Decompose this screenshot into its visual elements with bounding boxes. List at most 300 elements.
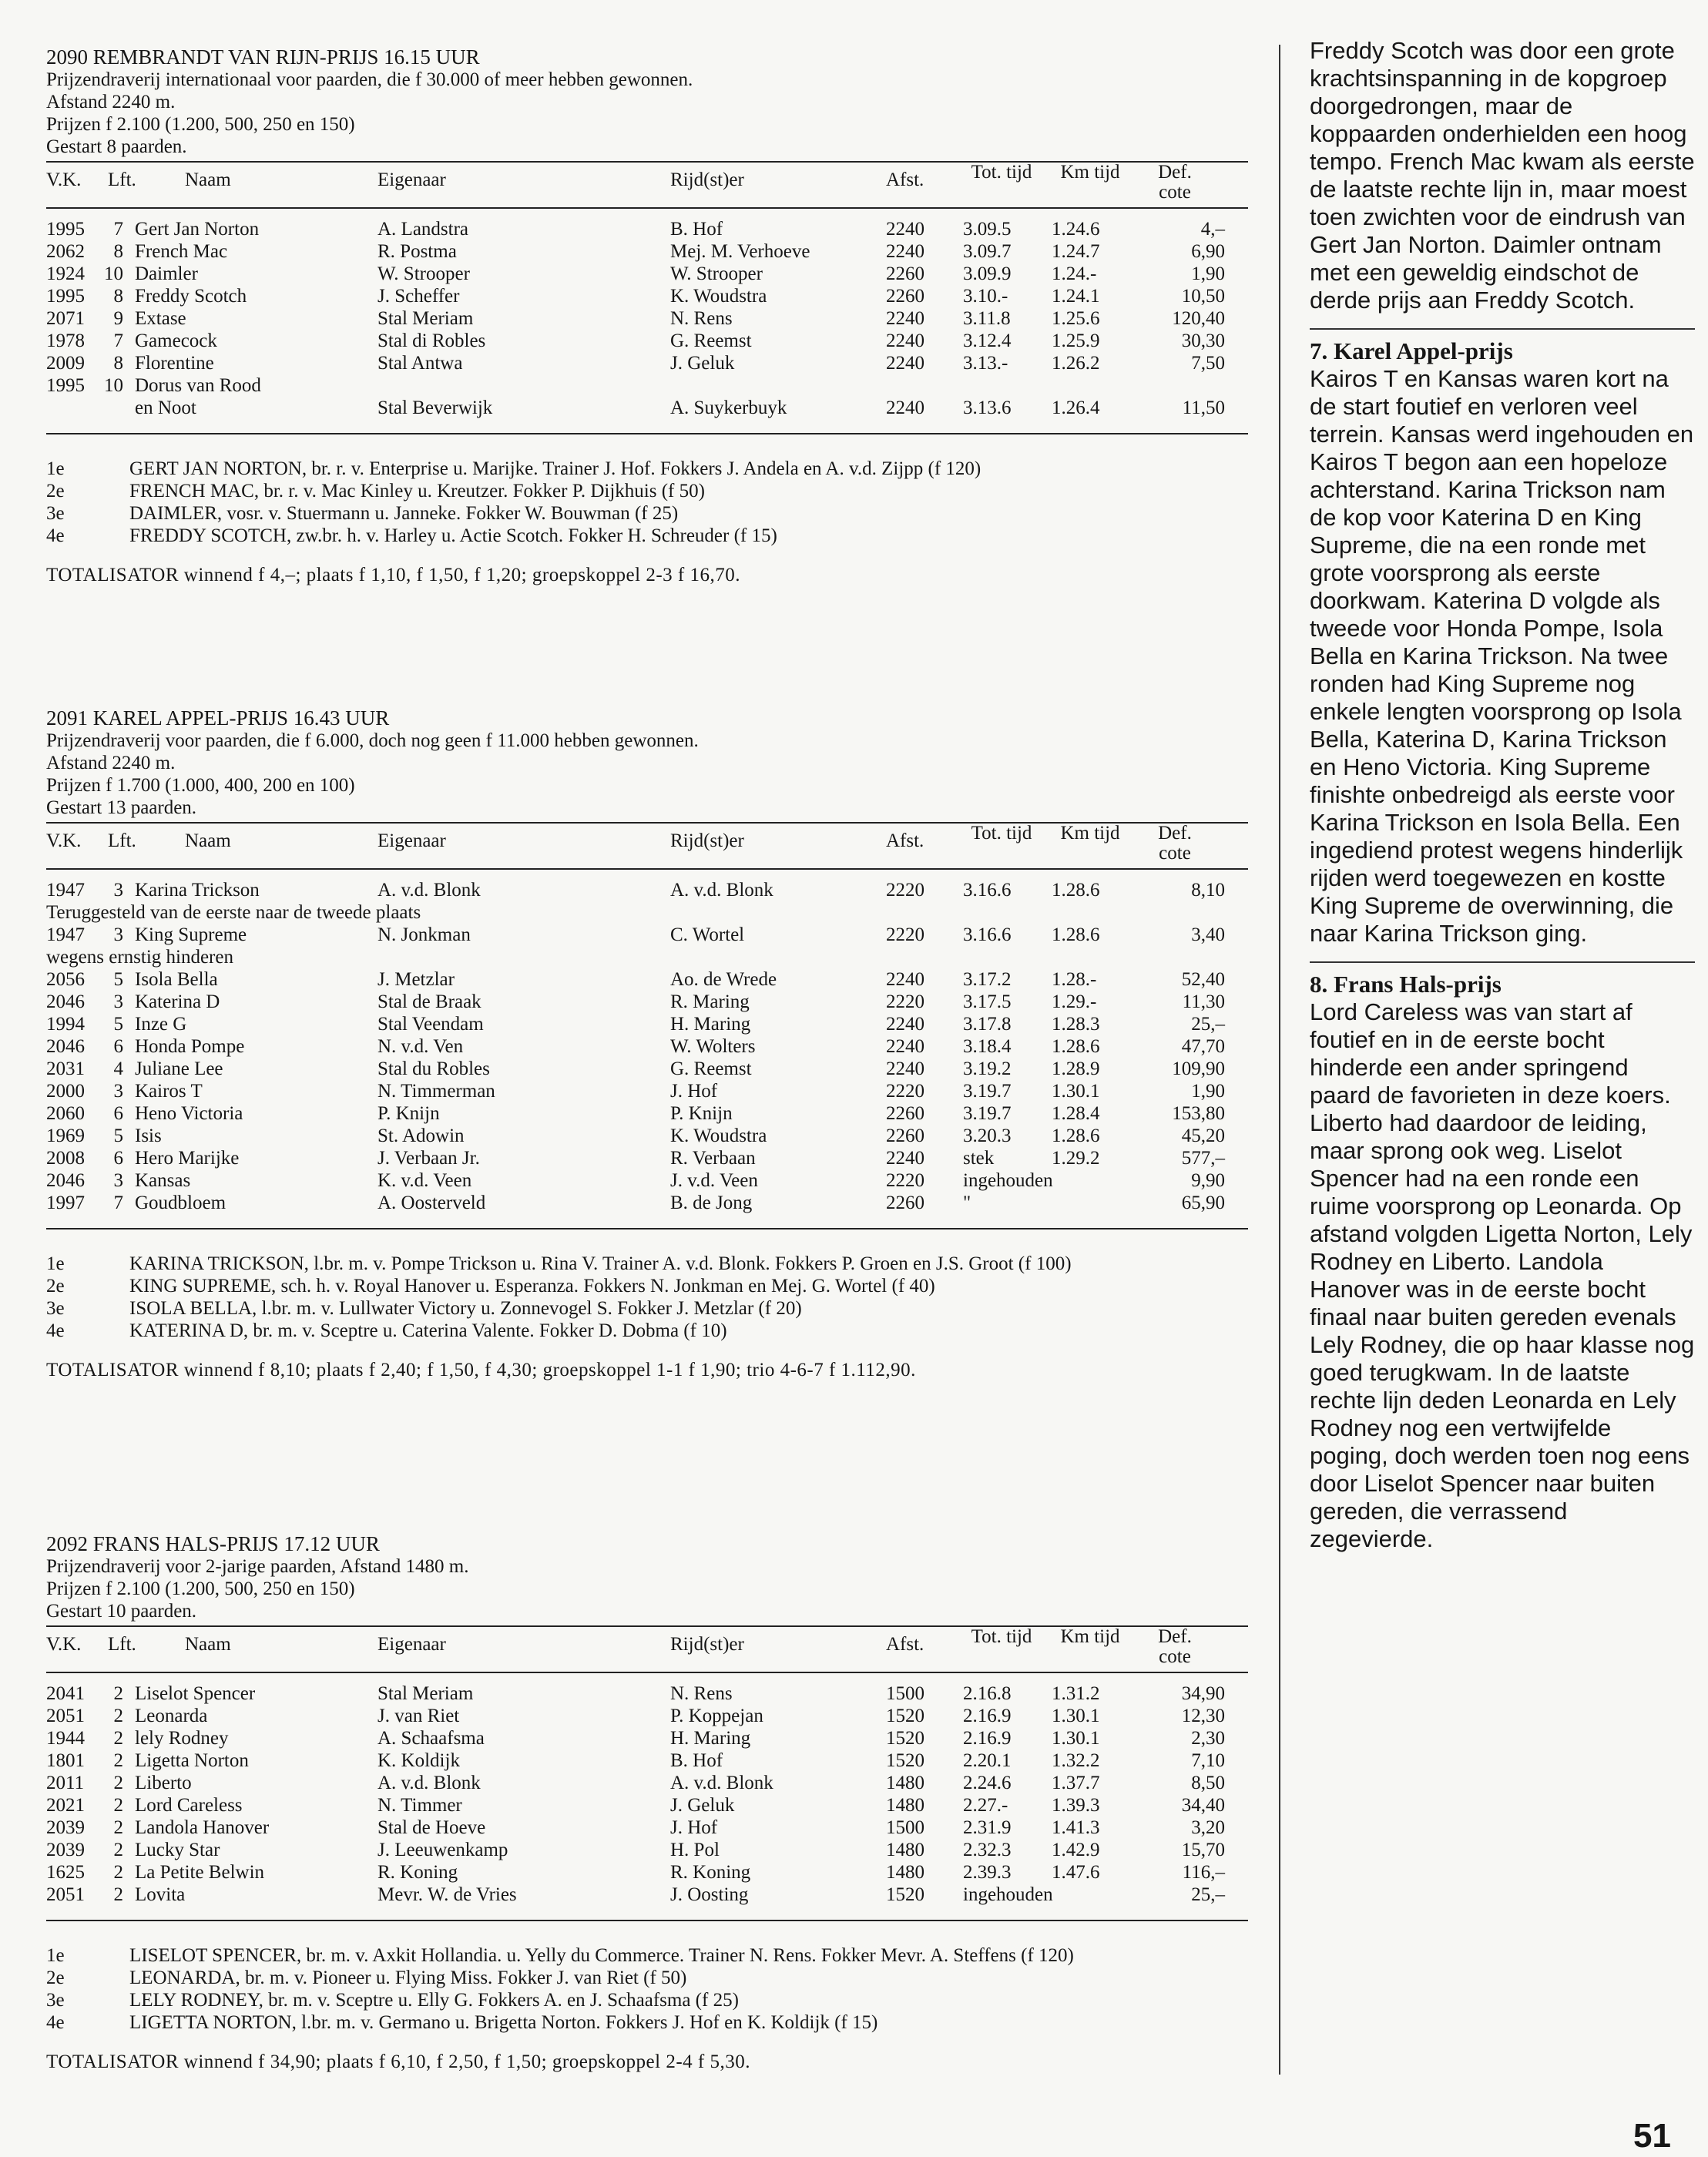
header-vk: V.K.: [46, 830, 82, 851]
cell: 1801: [46, 1750, 85, 1771]
cell: W. Strooper: [378, 263, 470, 284]
cell: 25,–: [1191, 1884, 1225, 1905]
table-row: [46, 1013, 1248, 1035]
cell: 1.29.-: [1052, 991, 1097, 1012]
cell: 3: [113, 1081, 123, 1102]
cell: 6: [113, 1103, 123, 1124]
header-naam: Naam: [185, 1634, 231, 1655]
table-row: [46, 1772, 1248, 1794]
table-row: [46, 1147, 1248, 1169]
cell: P. Knijn: [670, 1103, 733, 1124]
placing-rank: 4e: [46, 1320, 65, 1341]
cell: 3.17.2: [963, 969, 1012, 990]
placing-rank: 1e: [46, 1945, 65, 1966]
cell: 6: [113, 1036, 123, 1057]
cell: 2240: [886, 330, 924, 351]
cell: 5: [113, 1014, 123, 1035]
table-header: [46, 822, 1248, 870]
table-row: [46, 285, 1248, 307]
placing-item: [46, 1944, 1248, 1967]
placing-rank: 3e: [46, 1298, 65, 1319]
cell: 153,80: [1172, 1103, 1225, 1124]
header-tot: Tot. tijd: [971, 162, 1032, 183]
cell: 1520: [886, 1884, 924, 1905]
header-lft: Lft.: [108, 830, 136, 851]
cell: 5: [113, 969, 123, 990]
placing-item: [46, 1967, 1248, 1989]
cell: Liberto: [135, 1773, 192, 1793]
cell: 1.28.3: [1052, 1014, 1100, 1035]
cell: ": [963, 1193, 971, 1213]
table-row: [46, 1682, 1248, 1705]
cell: 10: [104, 375, 123, 396]
table-row: [46, 924, 1248, 946]
cell: 65,90: [1181, 1193, 1225, 1213]
cell: 30,30: [1181, 330, 1225, 351]
cell: 2260: [886, 1125, 924, 1146]
result-table: [46, 879, 1248, 1214]
cell: 2260: [886, 286, 924, 307]
header-vk: V.K.: [46, 169, 82, 190]
cell: K. Woudstra: [670, 286, 767, 307]
cell: 3.09.9: [963, 263, 1012, 284]
cell: French Mac: [135, 241, 228, 262]
header-eig: Eigenaar: [378, 169, 446, 190]
race-section-2092: [46, 1533, 1248, 2073]
cell: N. Rens: [670, 1683, 733, 1704]
cell: 2: [113, 1750, 123, 1771]
cell: 2240: [886, 353, 924, 374]
cell: 2260: [886, 1103, 924, 1124]
cell: 2062: [46, 241, 85, 262]
cell: 8,50: [1191, 1773, 1225, 1793]
cell: 1.30.1: [1052, 1081, 1100, 1102]
placing-text: GERT JAN NORTON, br. r. v. Enterprise u. Marijke. Trainer J. Hof. Fokkers J. Andela en A. v.d. Zijpp (f 120): [129, 458, 982, 479]
cell: G. Reemst: [670, 330, 752, 351]
table-note: wegens ernstig hinderen: [46, 947, 233, 968]
cell: 3.09.5: [963, 219, 1012, 240]
cell: 1520: [886, 1706, 924, 1726]
cell: J. Metzlar: [378, 969, 455, 990]
cell: 3.16.6: [963, 880, 1012, 901]
header-vk: V.K.: [46, 1634, 82, 1655]
cell: N. Timmer: [378, 1795, 462, 1816]
cell: 116,–: [1182, 1862, 1225, 1883]
placing-item: [46, 2011, 1248, 2034]
placing-item: [46, 525, 1248, 547]
cell: Ao. de Wrede: [670, 969, 777, 990]
placing-text: KARINA TRICKSON, l.br. m. v. Pompe Trickson u. Rina V. Trainer A. v.d. Blonk. Fokkers P. Groen en J.S. Groot (f 100): [129, 1253, 1072, 1274]
cell: J. Leeuwenkamp: [378, 1840, 508, 1860]
table-row: [46, 1749, 1248, 1772]
cell: Hero Marijke: [135, 1148, 240, 1169]
cell: 2240: [886, 398, 924, 418]
table-note: Teruggesteld van de eerste naar de tweede plaats: [46, 902, 421, 923]
cell: 2: [113, 1840, 123, 1860]
table-row: [46, 1125, 1248, 1147]
cell: 1995: [46, 286, 85, 307]
cell: 1.24.1: [1052, 286, 1100, 307]
cell: N. Timmerman: [378, 1081, 495, 1102]
header-naam: Naam: [185, 169, 231, 190]
cell: 52,40: [1181, 969, 1225, 990]
cell: 2220: [886, 1081, 924, 1102]
cell: Lovita: [135, 1884, 186, 1905]
cell: Daimler: [135, 263, 198, 284]
cell: 10: [104, 263, 123, 284]
cell: 6: [113, 1148, 123, 1169]
cell: J. Verbaan Jr.: [378, 1148, 480, 1169]
cell: 1.28.6: [1052, 924, 1100, 945]
cell: Gamecock: [135, 330, 217, 351]
result-table: [46, 1682, 1248, 1906]
table-row: [46, 352, 1248, 374]
cell: Karina Trickson: [135, 880, 260, 901]
placing-text: FREDDY SCOTCH, zw.br. h. v. Harley u. Actie Scotch. Fokker H. Schreuder (f 15): [129, 525, 777, 546]
header-eig: Eigenaar: [378, 830, 446, 851]
cell: Stal Veendam: [378, 1014, 484, 1035]
cell: 3.12.4: [963, 330, 1012, 351]
table-header: [46, 161, 1248, 209]
cell: 2021: [46, 1795, 85, 1816]
placings: [46, 1944, 1248, 2034]
cell: 2240: [886, 219, 924, 240]
cell: Dorus van Rood: [135, 375, 261, 396]
table-row: [46, 1058, 1248, 1080]
cell: lely Rodney: [135, 1728, 229, 1749]
cell: G. Reemst: [670, 1058, 752, 1079]
table-row: [46, 1839, 1248, 1861]
cell: A. Landstra: [378, 219, 469, 240]
race-info-line: Prijzendraverij voor paarden, die f 6.000, doch nog geen f 11.000 hebben gewonnen.: [46, 730, 699, 751]
cell: R. Koning: [670, 1862, 751, 1883]
cell: H. Pol: [670, 1840, 720, 1860]
cell: 1.41.3: [1052, 1817, 1100, 1838]
cell: Landola Hanover: [135, 1817, 270, 1838]
cell: 1944: [46, 1728, 85, 1749]
cell: Ligetta Norton: [135, 1750, 249, 1771]
cell: 1.29.2: [1052, 1148, 1100, 1169]
placing-rank: 1e: [46, 1253, 65, 1274]
cell: Heno Victoria: [135, 1103, 243, 1124]
cell: 1480: [886, 1840, 924, 1860]
header-def: Def. cote: [1158, 1626, 1192, 1667]
cell: 2.20.1: [963, 1750, 1012, 1771]
cell: ingehouden: [963, 1170, 1053, 1191]
table-row: [46, 218, 1248, 240]
placing-text: LIGETTA NORTON, l.br. m. v. Germano u. Brigetta Norton. Fokkers J. Hof en K. Koldijk (f 15): [129, 2012, 878, 2033]
cell: 8: [113, 286, 123, 307]
cell: B. Hof: [670, 1750, 723, 1771]
table-row: [46, 1080, 1248, 1102]
cell: 2051: [46, 1884, 85, 1905]
cell: Stal du Robles: [378, 1058, 490, 1079]
cell: R. Maring: [670, 991, 750, 1012]
cell: 2056: [46, 969, 85, 990]
cell: R. Postma: [378, 241, 457, 262]
cell: Juliane Lee: [135, 1058, 223, 1079]
cell: 2240: [886, 1058, 924, 1079]
page-number: 51: [1633, 2117, 1671, 2155]
table-row: [46, 307, 1248, 330]
cell: Stal Meriam: [378, 1683, 474, 1704]
cell: 1947: [46, 924, 85, 945]
cell: 1924: [46, 263, 85, 284]
cell: 2039: [46, 1840, 85, 1860]
cell: 3.19.7: [963, 1103, 1012, 1124]
cell: 7,10: [1191, 1750, 1225, 1771]
cell: 1.39.3: [1052, 1795, 1100, 1816]
placing-item: [46, 1253, 1248, 1275]
cell: 3: [113, 1170, 123, 1191]
cell: 4,–: [1200, 219, 1225, 240]
table-row: [46, 1884, 1248, 1906]
cell: 3.16.6: [963, 924, 1012, 945]
cell: 2.16.8: [963, 1683, 1012, 1704]
cell: 1.37.7: [1052, 1773, 1100, 1793]
cell: 3.20.3: [963, 1125, 1012, 1146]
cell: 1520: [886, 1728, 924, 1749]
cell: 2: [113, 1884, 123, 1905]
cell: 9: [113, 308, 123, 329]
header-km: Km tijd: [1060, 1626, 1120, 1647]
cell: A. v.d. Blonk: [378, 1773, 481, 1793]
cell: 3.17.5: [963, 991, 1012, 1012]
cell: 1.24.7: [1052, 241, 1100, 262]
cell: Kairos T: [135, 1081, 203, 1102]
cell: Extase: [135, 308, 186, 329]
cell: 2: [113, 1795, 123, 1816]
cell: J. Scheffer: [378, 286, 460, 307]
cell: 2240: [886, 1036, 924, 1057]
table-row: [46, 374, 1248, 397]
cell: St. Adowin: [378, 1125, 465, 1146]
header-rijd: Rijd(st)er: [670, 1634, 744, 1655]
table-row: [46, 1035, 1248, 1058]
cell: 2046: [46, 1036, 85, 1057]
race-info-line: Prijzen f 2.100 (1.200, 500, 250 en 150): [46, 1578, 355, 1599]
cell: 2.24.6: [963, 1773, 1012, 1793]
cell: Stal di Robles: [378, 330, 486, 351]
cell: stek: [963, 1148, 995, 1169]
cell: 1.28.-: [1052, 969, 1097, 990]
table-row: [46, 397, 1248, 419]
table-row: [46, 1861, 1248, 1884]
cell: 1.32.2: [1052, 1750, 1100, 1771]
race-info-line: Afstand 2240 m.: [46, 92, 176, 112]
header-rijd: Rijd(st)er: [670, 169, 744, 190]
cell: A. Oosterveld: [378, 1193, 486, 1213]
cell: 2031: [46, 1058, 85, 1079]
cell: Florentine: [135, 353, 214, 374]
cell: C. Wortel: [670, 924, 745, 945]
cell: 8,10: [1191, 880, 1225, 901]
placing-text: KING SUPREME, sch. h. v. Royal Hanover u. Esperanza. Fokkers N. Jonkman en Mej. G. Wortel (f 40): [129, 1276, 935, 1297]
cell: R. Verbaan: [670, 1148, 756, 1169]
cell: J. Geluk: [670, 1795, 735, 1816]
cell: 2240: [886, 1148, 924, 1169]
cell: 8: [113, 241, 123, 262]
placing-rank: 2e: [46, 1276, 65, 1297]
cell: 1.24.-: [1052, 263, 1097, 284]
cell: 2220: [886, 880, 924, 901]
cell: 8: [113, 353, 123, 374]
cell: 2240: [886, 308, 924, 329]
table-row: [46, 1817, 1248, 1839]
cell: 5: [113, 1125, 123, 1146]
cell: 4: [113, 1058, 123, 1079]
cell: 2.32.3: [963, 1840, 1012, 1860]
cell: 45,20: [1181, 1125, 1225, 1146]
cell: 1.31.2: [1052, 1683, 1100, 1704]
cell: 7: [113, 1193, 123, 1213]
cell: 109,90: [1172, 1058, 1225, 1079]
placing-text: KATERINA D, br. m. v. Sceptre u. Caterina Valente. Fokker D. Dobma (f 10): [129, 1320, 727, 1341]
cell: 2.39.3: [963, 1862, 1012, 1883]
cell: 2260: [886, 263, 924, 284]
cell: Stal de Braak: [378, 991, 482, 1012]
cell: Mevr. W. de Vries: [378, 1884, 517, 1905]
cell: Goudbloem: [135, 1193, 227, 1213]
placing-item: [46, 1320, 1248, 1342]
cell: 1.24.6: [1052, 219, 1100, 240]
cell: 2000: [46, 1081, 85, 1102]
cell: 7: [113, 330, 123, 351]
race-section-2091: [46, 707, 1248, 1381]
cell: N. Rens: [670, 308, 733, 329]
cell: 2046: [46, 991, 85, 1012]
placing-text: LELY RODNEY, br. m. v. Sceptre u. Elly G. Fokkers A. en J. Schaafsma (f 25): [129, 1990, 739, 2011]
report-column: [1310, 37, 1695, 1553]
cell: 1995: [46, 219, 85, 240]
placing-item: [46, 502, 1248, 525]
placing-rank: 2e: [46, 481, 65, 502]
race-title: 2091 KAREL APPEL-PRIJS 16.43 UUR: [46, 706, 390, 730]
cell: 2.27.-: [963, 1795, 1008, 1816]
cell: 15,70: [1181, 1840, 1225, 1860]
cell: 2: [113, 1706, 123, 1726]
cell: J. v.d. Veen: [670, 1170, 758, 1191]
table-row: [46, 1727, 1248, 1749]
cell: 34,90: [1181, 1683, 1225, 1704]
cell: Lucky Star: [135, 1840, 220, 1860]
header-afst: Afst.: [886, 830, 924, 851]
cell: 1.26.2: [1052, 353, 1100, 374]
cell: 1.28.4: [1052, 1103, 1100, 1124]
cell: J. Oosting: [670, 1884, 749, 1905]
result-table: [46, 218, 1248, 419]
cell: A. Suykerbuyk: [670, 398, 787, 418]
cell: H. Maring: [670, 1014, 751, 1035]
placing-item: [46, 1989, 1248, 2011]
cell: 2: [113, 1773, 123, 1793]
cell: 1947: [46, 880, 85, 901]
placing-item: [46, 1275, 1248, 1297]
cell: 2.31.9: [963, 1817, 1012, 1838]
cell: 577,–: [1181, 1148, 1225, 1169]
header-lft: Lft.: [108, 1634, 136, 1655]
placing-item: [46, 1297, 1248, 1320]
cell: 11,50: [1182, 398, 1225, 418]
table-header: [46, 1625, 1248, 1673]
cell: 1.47.6: [1052, 1862, 1100, 1883]
cell: B. Hof: [670, 219, 723, 240]
report-heading-karel-appel: 7. Karel Appel-prijs: [1310, 328, 1695, 365]
table-row: [46, 879, 1248, 901]
cell: 3: [113, 924, 123, 945]
cell: 3.13.6: [963, 398, 1012, 418]
cell: 2071: [46, 308, 85, 329]
cell: 2220: [886, 991, 924, 1012]
table-row: [46, 991, 1248, 1013]
cell: 2260: [886, 1193, 924, 1213]
placings: [46, 458, 1248, 547]
report-paragraph-1: Freddy Scotch was door een grote krachtsinspanning in de kopgroep doorgedrongen, maar de koppaarden onderhielden een hoog tempo. French Mac kwam als eerste de laatste rechte lijn in, maar moest toen zwichten voor de eindrush van Gert Jan Norton. Daimler ontnam met een geweldig eindschot de derde prijs aan Freddy Scotch.: [1310, 37, 1695, 314]
cell: 3.17.8: [963, 1014, 1012, 1035]
cell: King Supreme: [135, 924, 247, 945]
cell: 2041: [46, 1683, 85, 1704]
cell: 3.19.7: [963, 1081, 1012, 1102]
race-info-line: Gestart 10 paarden.: [46, 1601, 197, 1622]
cell: 2.16.9: [963, 1728, 1012, 1749]
cell: 1.28.6: [1052, 1036, 1100, 1057]
cell: Liselot Spencer: [135, 1683, 256, 1704]
cell: 3.11.8: [963, 308, 1011, 329]
cell: La Petite Belwin: [135, 1862, 265, 1883]
header-km: Km tijd: [1060, 162, 1120, 183]
cell: Gert Jan Norton: [135, 219, 260, 240]
cell: 2046: [46, 1170, 85, 1191]
cell: 1,90: [1191, 1081, 1225, 1102]
cell: 1,90: [1191, 263, 1225, 284]
placings: [46, 1253, 1248, 1342]
cell: Isola Bella: [135, 969, 218, 990]
cell: 7,50: [1191, 353, 1225, 374]
race-title: 2090 REMBRANDT VAN RIJN-PRIJS 16.15 UUR: [46, 45, 480, 69]
placing-text: LISELOT SPENCER, br. m. v. Axkit Hollandia. u. Yelly du Commerce. Trainer N. Rens. Fokker Mevr. A. Steffens (f 120): [129, 1945, 1074, 1966]
cell: 3.10.-: [963, 286, 1008, 307]
table-row: [46, 1192, 1248, 1214]
cell: Honda Pompe: [135, 1036, 245, 1057]
header-afst: Afst.: [886, 169, 924, 190]
cell: Leonarda: [135, 1706, 208, 1726]
cell: H. Maring: [670, 1728, 751, 1749]
header-naam: Naam: [185, 830, 231, 851]
cell: J. Hof: [670, 1817, 718, 1838]
cell: 2220: [886, 924, 924, 945]
placing-rank: 3e: [46, 503, 65, 524]
cell: Mej. M. Verhoeve: [670, 241, 810, 262]
header-eig: Eigenaar: [378, 1634, 446, 1655]
table-bottom-rule: [46, 433, 1248, 434]
cell: 1.42.9: [1052, 1840, 1100, 1860]
cell: 12,30: [1181, 1706, 1225, 1726]
cell: K. v.d. Veen: [378, 1170, 472, 1191]
cell: B. de Jong: [670, 1193, 753, 1213]
table-row: [46, 330, 1248, 352]
cell: 3: [113, 991, 123, 1012]
cell: 3.18.4: [963, 1036, 1012, 1057]
cell: 2: [113, 1683, 123, 1704]
cell: 10,50: [1181, 286, 1225, 307]
cell: 2060: [46, 1103, 85, 1124]
cell: 2,30: [1191, 1728, 1225, 1749]
cell: 25,–: [1191, 1014, 1225, 1035]
cell: 2220: [886, 1170, 924, 1191]
cell: K. Koldijk: [378, 1750, 460, 1771]
race-info-line: Prijzendraverij internationaal voor paarden, die f 30.000 of meer hebben gewonnen.: [46, 69, 693, 90]
table-row: [46, 968, 1248, 991]
